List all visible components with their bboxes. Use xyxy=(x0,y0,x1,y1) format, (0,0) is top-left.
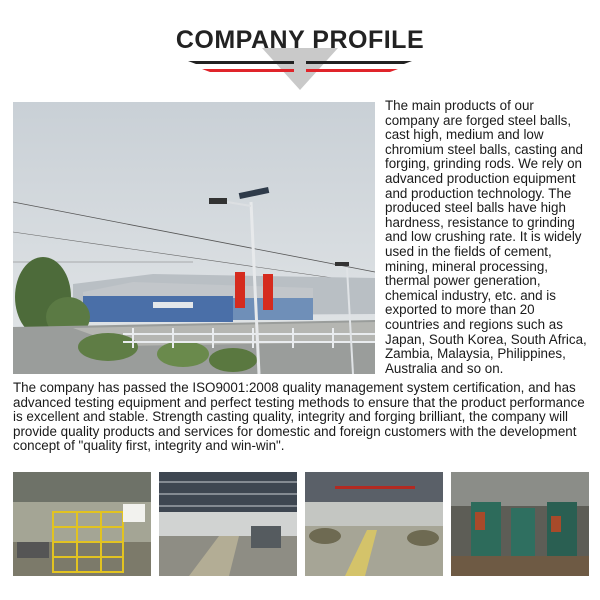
header-right-dark-arrow xyxy=(306,61,412,64)
header-left-dark-arrow xyxy=(188,61,294,64)
photo-gallery xyxy=(13,472,589,576)
intro-paragraph-2: The company has passed the ISO9001:2008 quality management system certification, and has advanced testing equipment and perfect testing methods to ensure that the product performance is excellent and stable. Strength casting quality, integrity and forging brilliant, the company will provide quality products and services for domestic and foreign customers with the development concept of "quality first, integrity and win-win". xyxy=(13,380,585,454)
header xyxy=(0,0,600,96)
page-title: COMPANY PROFILE xyxy=(175,26,425,54)
factory-photo xyxy=(13,102,375,374)
gallery-photo-forging-machines xyxy=(451,472,589,576)
gallery-photo-workshop-fence xyxy=(13,472,151,576)
gallery-photo-workshop-interior xyxy=(159,472,297,576)
intro-paragraph-1: The main products of our company are forged steel balls, cast high, medium and low chromium steel balls, casting and forging, grinding rods. We rely on advanced production equipment and production technology. The produced steel balls have high hardness, resistance to grinding and low crushing rate. It is widely used in the fields of cement, mining, mineral processing, thermal power generation, chemical industry, etc. and is exported to more than 20 countries and regions such as Japan, South Korea, South Africa, Zambia, Malaysia, Philippines, Australia and so on. xyxy=(385,98,587,376)
header-right-red-arrow xyxy=(306,69,398,72)
header-left-red-arrow xyxy=(202,69,294,72)
gallery-photo-warehouse xyxy=(305,472,443,576)
